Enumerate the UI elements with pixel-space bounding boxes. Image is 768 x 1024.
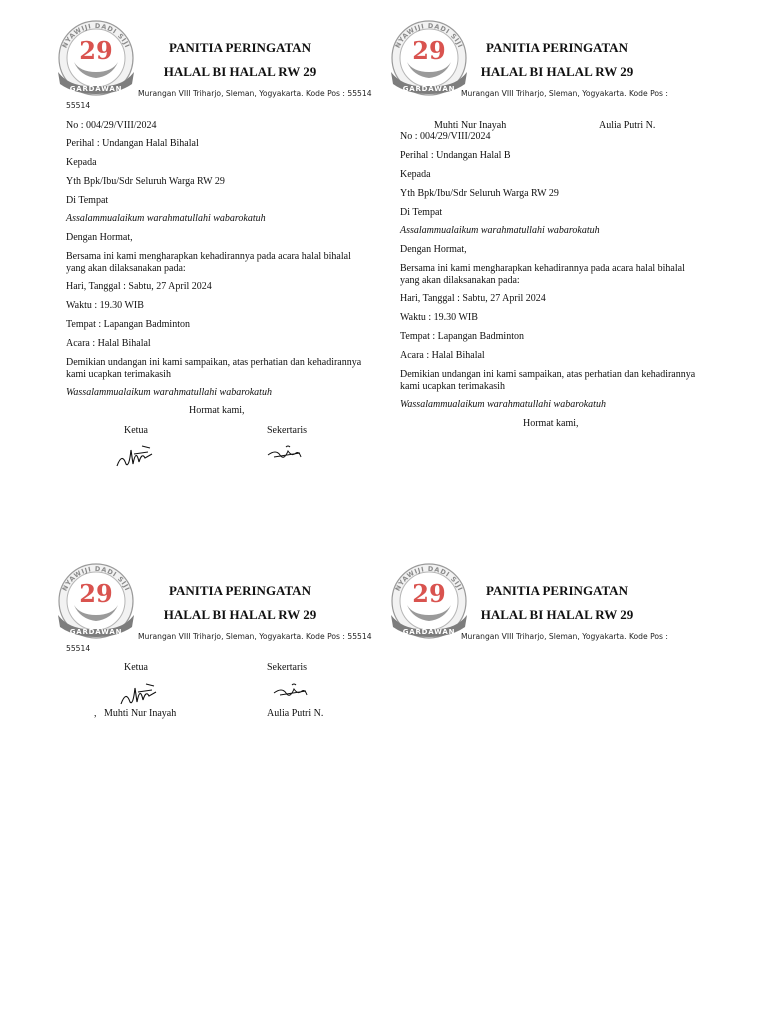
sekertaris-name: Aulia Putri N. (599, 120, 656, 131)
sekertaris-name: Aulia Putri N. (267, 708, 324, 719)
letter-greeting: Assalammualaikum warahmatullahi wabarokatuh (400, 225, 600, 236)
letter-number: No : 004/29/VIII/2024 (400, 131, 491, 142)
letter-farewell: Wassalammualaikum warahmatullahi wabarokatuh (66, 387, 272, 398)
header-title-line2: HALAL BI HALAL RW 29 (480, 607, 634, 622)
header-title-line2: HALAL BI HALAL RW 29 (480, 64, 634, 79)
rw29-logo (50, 557, 142, 645)
ketua-signature (114, 438, 154, 470)
event-date: Hari, Tanggal : Sabtu, 27 April 2024 (66, 281, 212, 292)
sekertaris-signature (266, 441, 304, 465)
letter-kepada: Kepada (66, 157, 97, 168)
header-title-line2: HALAL BI HALAL RW 29 (163, 607, 317, 622)
event-time: Waktu : 19.30 WIB (400, 312, 478, 323)
event-venue: Tempat : Lapangan Badminton (400, 331, 524, 342)
letter-closing: Demikian undangan ini kami sampaikan, atas perhatian dan kehadirannya kami ucapkan terimakasih (400, 369, 696, 392)
hormat-kami: Hormat kami, (189, 405, 245, 416)
header-address: Murangan VIII Triharjo, Sleman, Yogyakarta. Kode Pos : (461, 632, 668, 641)
letter-recipient: Yth Bpk/Ibu/Sdr Seluruh Warga RW 29 (66, 176, 225, 187)
letter-body: Bersama ini kami mengharapkan kehadirannya pada acara halal bihalal yang akan dilaksanakan pada: (66, 251, 351, 274)
header-postcode: 55514 (66, 101, 91, 110)
letter-recipient: Yth Bpk/Ibu/Sdr Seluruh Warga RW 29 (400, 188, 559, 199)
letter-number: No : 004/29/VIII/2024 (66, 120, 157, 131)
event-time: Waktu : 19.30 WIB (66, 300, 144, 311)
ketua-name: , Muhti Nur Inayah (94, 708, 177, 719)
rw29-logo (50, 14, 142, 102)
letter-closing: Demikian undangan ini kami sampaikan, atas perhatian dan kehadirannya kami ucapkan terimakasih (66, 357, 362, 380)
letter-body: Bersama ini kami mengharapkan kehadirannya pada acara halal bihalal yang akan dilaksanakan pada: (400, 263, 685, 286)
event-date: Hari, Tanggal : Sabtu, 27 April 2024 (400, 293, 546, 304)
header-address: Murangan VIII Triharjo, Sleman, Yogyakarta. Kode Pos : 55514 (138, 89, 372, 98)
sekertaris-label: Sekertaris (267, 662, 307, 673)
header-postcode: 55514 (66, 644, 91, 653)
ketua-label: Ketua (124, 425, 148, 436)
letter-farewell: Wassalammualaikum warahmatullahi wabarokatuh (400, 399, 606, 410)
event-program: Acara : Halal Bihalal (400, 350, 485, 361)
sekertaris-label: Sekertaris (267, 425, 307, 436)
header-title-line1: PANITIA PERINGATAN (169, 40, 311, 55)
letter-place: Di Tempat (400, 207, 443, 218)
sekertaris-signature (272, 679, 310, 703)
header-address: Murangan VIII Triharjo, Sleman, Yogyakarta. Kode Pos : (461, 89, 668, 98)
letter-kepada: Kepada (400, 169, 431, 180)
letter-place: Di Tempat (66, 195, 109, 206)
ketua-signature (118, 676, 158, 708)
header-title-line2: HALAL BI HALAL RW 29 (163, 64, 317, 79)
letter-subject: Perihal : Undangan Halal Bihalal (66, 138, 199, 149)
letter-subject: Perihal : Undangan Halal B (400, 150, 511, 161)
ketua-name: Muhti Nur Inayah (434, 120, 507, 131)
event-venue: Tempat : Lapangan Badminton (66, 319, 190, 330)
event-program: Acara : Halal Bihalal (66, 338, 151, 349)
letter-salutation: Dengan Hormat, (66, 232, 133, 243)
hormat-kami: Hormat kami, (523, 418, 579, 429)
header-address: Murangan VIII Triharjo, Sleman, Yogyakarta. Kode Pos : 55514 (138, 632, 372, 641)
header-title-line1: PANITIA PERINGATAN (486, 40, 628, 55)
header-title-line1: PANITIA PERINGATAN (169, 583, 311, 598)
header-title-line1: PANITIA PERINGATAN (486, 583, 628, 598)
ketua-label: Ketua (124, 662, 148, 673)
letter-salutation: Dengan Hormat, (400, 244, 467, 255)
letter-greeting: Assalammualaikum warahmatullahi wabarokatuh (66, 213, 266, 224)
